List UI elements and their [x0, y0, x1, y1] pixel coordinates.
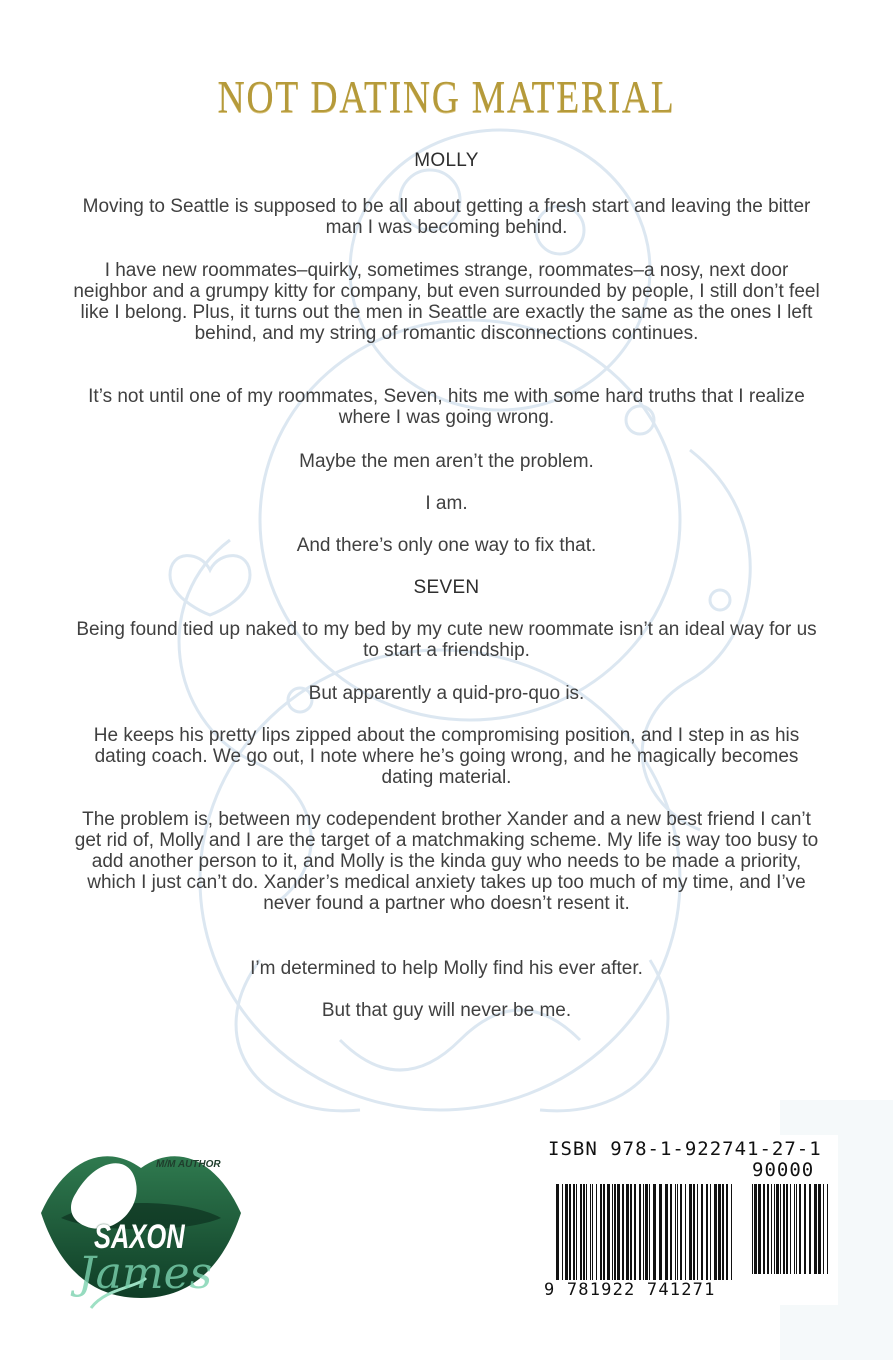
- blurb-paragraph: Being found tied up naked to my bed by my cute new roommate isn’t an ideal way for us to start a friendship.: [76, 619, 817, 661]
- price-code: 90000: [752, 1159, 815, 1181]
- blurb-paragraph: He keeps his pretty lips zipped about the compromising position, and I step in as his dating coach. We go out, I note where he’s going wrong, and he magically becomes dating material.: [93, 725, 800, 788]
- blurb-paragraph: Maybe the men aren’t the problem.: [299, 451, 594, 472]
- blurb-paragraph: The problem is, between my codependent brother Xander and a new best friend I can’t get rid of, Molly and I are the target of a matchmaking scheme. My life is way too busy to add another person to it, and Molly is the kinda guy who needs to be made a priority, which I just can’t do. Xander’s medical anxiety takes up too much of my time, and I’ve never found a partner who doesn’t resent it.: [74, 809, 819, 914]
- price-barcode: [752, 1184, 830, 1278]
- logo-script-name: James: [78, 1248, 213, 1299]
- blurb-paragraph: I have new roommates–quirky, sometimes strange, roommates–a nosy, next door neighbor and a grumpy kitty for company, but even surrounded by people, I still don’t feel like I belong. Plus, it turns out the men in Seattle are exactly the same as the ones I left behind, and my string of romantic disconnections continues.: [73, 260, 820, 344]
- section-heading-seven: SEVEN: [413, 577, 480, 598]
- logo-name: SAXON: [94, 1218, 185, 1256]
- section-heading-molly: MOLLY: [414, 150, 479, 171]
- blurb-paragraph: Moving to Seattle is supposed to be all about getting a fresh start and leaving the bitter man I was becoming behind.: [82, 196, 811, 238]
- blurb-paragraph: I am.: [425, 493, 468, 514]
- blurb-paragraph: I’m determined to help Molly find his ever after.: [250, 958, 643, 979]
- blurb-paragraph: And there’s only one way to fix that.: [296, 535, 597, 556]
- blurb-paragraph: But apparently a quid-pro-quo is.: [308, 683, 585, 704]
- ean-number: 9 781922 741271: [544, 1280, 716, 1300]
- blurb-paragraph: But that guy will never be me.: [321, 1000, 572, 1021]
- blurb-paragraph: It’s not until one of my roommates, Seven, hits me with some hard truths that I realize where I was going wrong.: [88, 386, 805, 428]
- logo-tagline: M/M AUTHOR: [156, 1159, 221, 1170]
- book-title: NOT DATING MATERIAL: [217, 71, 676, 122]
- isbn-text: ISBN 978-1-922741-27-1: [548, 1138, 822, 1160]
- ean-barcode: [556, 1184, 734, 1284]
